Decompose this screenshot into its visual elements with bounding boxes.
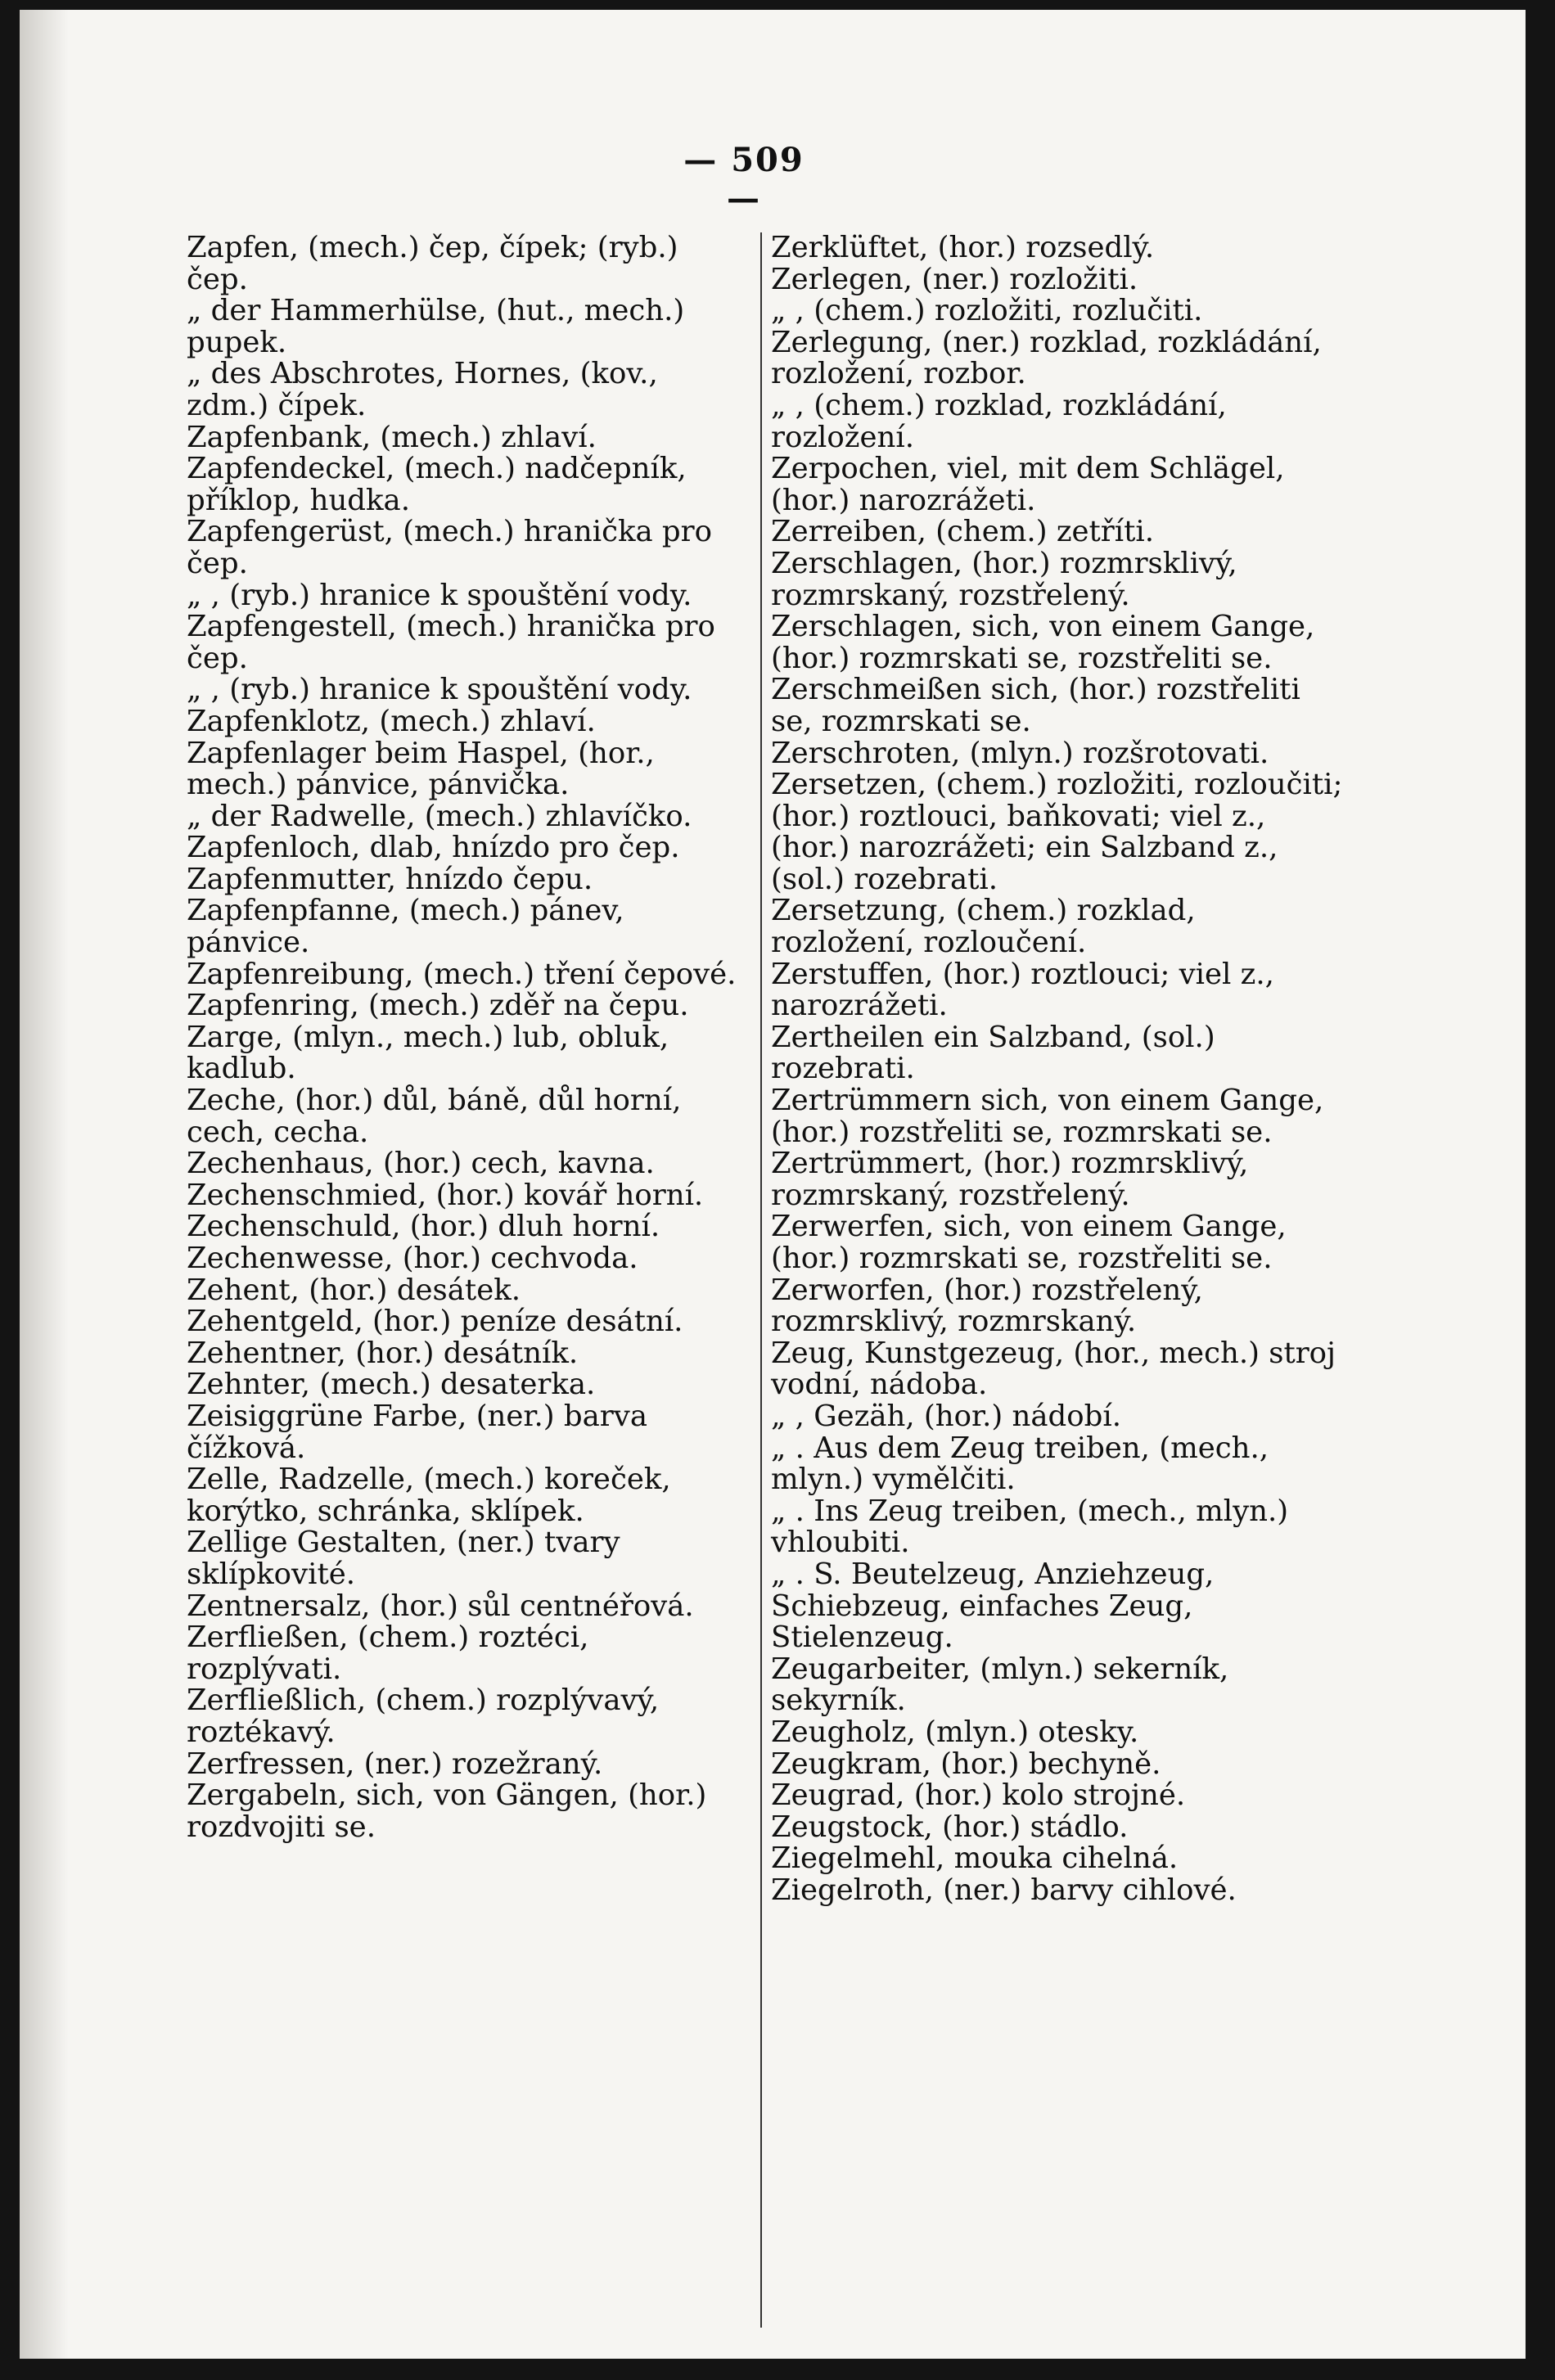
dictionary-entry: Zelle, Radzelle, (mech.) koreček, korýtko, schránka, sklípek. (187, 1463, 671, 1528)
dictionary-entry: Zerklüftet, (hor.) rozsedlý. (771, 231, 1155, 264)
dictionary-entry: Zerschlagen, sich, von einem Gange, (hor.) rozmrskati se, rozstřeliti se. (771, 610, 1315, 675)
dictionary-entry: Zerwerfen, sich, von einem Gange, (hor.) rozmrskati se, rozstřeliti se. (771, 1210, 1287, 1275)
dictionary-entry: Zerfließlich, (chem.) rozplývavý, roztékavý. (187, 1684, 660, 1749)
dictionary-entry: Zechenschuld, (hor.) dluh horní. (187, 1210, 660, 1244)
dictionary-entry: Zerstuffen, (hor.) roztlouci; viel z., narozrážeti. (771, 957, 1274, 1023)
dictionary-entry: Zersetzung, (chem.) rozklad, rozložení, rozloučení. (771, 894, 1196, 960)
dictionary-entry: Zeugholz, (mlyn.) otesky. (771, 1715, 1139, 1749)
dictionary-entry: Zerschlagen, (hor.) rozmrsklivý, rozmrskaný, rozstřelený. (771, 546, 1237, 612)
dictionary-entry: Zertheilen ein Salzband, (sol.) rozebrati. (771, 1020, 1215, 1086)
dictionary-entry: Zentnersalz, (hor.) sůl centnéřová. (187, 1589, 694, 1623)
dictionary-entry: Zechenschmied, (hor.) kovář horní. (187, 1178, 704, 1212)
dictionary-entry: Zeugstock, (hor.) stádlo. (771, 1810, 1129, 1844)
dictionary-entry: Zerfressen, (ner.) rozežraný. (187, 1747, 603, 1781)
dictionary-entry: Zerschroten, (mlyn.) rozšrotovati. (771, 736, 1269, 770)
dictionary-entry: Zapfenring, (mech.) zděř na čepu. (187, 989, 689, 1023)
dictionary-entry: Zeche, (hor.) důl, báně, důl horní, cech, cecha. (187, 1084, 682, 1149)
dictionary-entry: Zapfengerüst, (mech.) hranička pro čep. (187, 515, 712, 580)
page-number: — 509 — (683, 141, 805, 218)
dictionary-entry: Zapfenlager beim Haspel, (hor., mech.) pánvice, pánvička. (187, 736, 655, 802)
dictionary-entry: Zechenwesse, (hor.) cechvoda. (187, 1242, 638, 1275)
dictionary-entry: Zarge, (mlyn., mech.) lub, obluk, kadlub. (187, 1020, 669, 1086)
dictionary-entry: „ , Gezäh, (hor.) nádobí. (771, 1399, 1121, 1433)
dictionary-entry: „ , (chem.) rozložiti, rozlučiti. (771, 294, 1203, 328)
dictionary-page (20, 10, 1526, 2359)
dictionary-entry: Zerreiben, (chem.) zetříti. (771, 515, 1155, 549)
dictionary-entry: Zapfenpfanne, (mech.) pánev, pánvice. (187, 894, 624, 960)
dictionary-entry: Zeugkram, (hor.) bechyně. (771, 1747, 1161, 1781)
dictionary-entry: Zerlegen, (ner.) rozložiti. (771, 262, 1138, 296)
page-fold-shadow (20, 10, 69, 2359)
dictionary-entry: Zapfenbank, (mech.) zhlaví. (187, 420, 597, 454)
column-divider (760, 232, 762, 2328)
dictionary-entry: Zapfenmutter, hnízdo čepu. (187, 862, 593, 896)
dictionary-entry: Zapfenloch, dlab, hnízdo pro čep. (187, 831, 680, 865)
right-column (771, 232, 1344, 1906)
dictionary-entry: Ziegelroth, (ner.) barvy cihlové. (771, 1873, 1237, 1907)
dictionary-entry: Zerschmeißen sich, (hor.) rozstřeliti se, rozmrskati se. (771, 673, 1300, 738)
dictionary-entry: „ der Radwelle, (mech.) zhlavíčko. (187, 799, 692, 833)
dictionary-entry: „ . Aus dem Zeug treiben, (mech., mlyn.) vymělčiti. (771, 1431, 1269, 1497)
dictionary-entry: Ziegelmehl, mouka cihelná. (771, 1841, 1179, 1876)
dictionary-entry: Zellige Gestalten, (ner.) tvary sklípkovité. (187, 1526, 620, 1591)
dictionary-entry: Zertrümmern sich, von einem Gange, (hor.) rozstřeliti se, rozmrskati se. (771, 1084, 1324, 1149)
dictionary-entry: Zapfengestell, (mech.) hranička pro čep. (187, 610, 715, 675)
dictionary-entry: „ des Abschrotes, Hornes, (kov., zdm.) čípek. (187, 357, 658, 422)
dictionary-entry: Zapfenklotz, (mech.) zhlaví. (187, 704, 596, 738)
dictionary-entry: „ . S. Beutelzeug, Anziehzeug, Schiebzeug, einfaches Zeug, Stielenzeug. (771, 1557, 1215, 1655)
dictionary-entry: Zeisiggrüne Farbe, (ner.) barva čížková. (187, 1399, 647, 1465)
dictionary-entry: Zergabeln, sich, von Gängen, (hor.) rozdvojiti se. (187, 1778, 707, 1844)
dictionary-entry: Zehentner, (hor.) desátník. (187, 1336, 579, 1370)
dictionary-entry: „ . Ins Zeug treiben, (mech., mlyn.) vhloubiti. (771, 1494, 1289, 1560)
dictionary-entry: Zehentgeld, (hor.) peníze desátní. (187, 1305, 683, 1339)
dictionary-entry: Zerpochen, viel, mit dem Schlägel, (hor.) narozrážeti. (771, 452, 1285, 517)
dictionary-entry: Zeugarbeiter, (mlyn.) sekerník, sekyrník. (771, 1652, 1229, 1718)
dictionary-entry: Zehnter, (mech.) desaterka. (187, 1368, 596, 1402)
left-column (187, 232, 743, 1843)
dictionary-entry: „ , (chem.) rozklad, rozkládání, rozložení. (771, 388, 1227, 454)
dictionary-entry: Zapfenreibung, (mech.) tření čepové. (187, 957, 737, 991)
dictionary-entry: Zapfen, (mech.) čep, čípek; (ryb.) čep. (187, 231, 678, 296)
dictionary-entry: Zeugrad, (hor.) kolo strojné. (771, 1778, 1186, 1813)
dictionary-entry: Zerlegung, (ner.) rozklad, rozkládání, rozložení, rozbor. (771, 325, 1322, 391)
dictionary-entry: Zertrümmert, (hor.) rozmrsklivý, rozmrskaný, rozstřelený. (771, 1147, 1249, 1212)
dictionary-entry: Zehent, (hor.) desátek. (187, 1273, 521, 1307)
dictionary-entry: „ der Hammerhülse, (hut., mech.) pupek. (187, 294, 685, 359)
dictionary-entry: „ , (ryb.) hranice k spouštění vody. (187, 578, 692, 612)
dictionary-entry: Zerworfen, (hor.) rozstřelený, rozmrsklivý, rozmrskaný. (771, 1273, 1203, 1339)
dictionary-entry: „ , (ryb.) hranice k spouštění vody. (187, 673, 692, 707)
dictionary-entry: Zapfendeckel, (mech.) nadčepník, příklop, hudka. (187, 452, 687, 517)
dictionary-entry: Zerfließen, (chem.) roztéci, rozplývati. (187, 1620, 589, 1686)
dictionary-entry: Zechenhaus, (hor.) cech, kavna. (187, 1147, 655, 1181)
dictionary-entry: Zeug, Kunstgezeug, (hor., mech.) stroj vodní, nádoba. (771, 1336, 1336, 1402)
dictionary-entry: Zersetzen, (chem.) rozložiti, rozloučiti; (hor.) roztlouci, baňkovati; viel z., (hor.) narozrážeti; ein Salzband z., (sol.) rozebrati. (771, 768, 1343, 896)
